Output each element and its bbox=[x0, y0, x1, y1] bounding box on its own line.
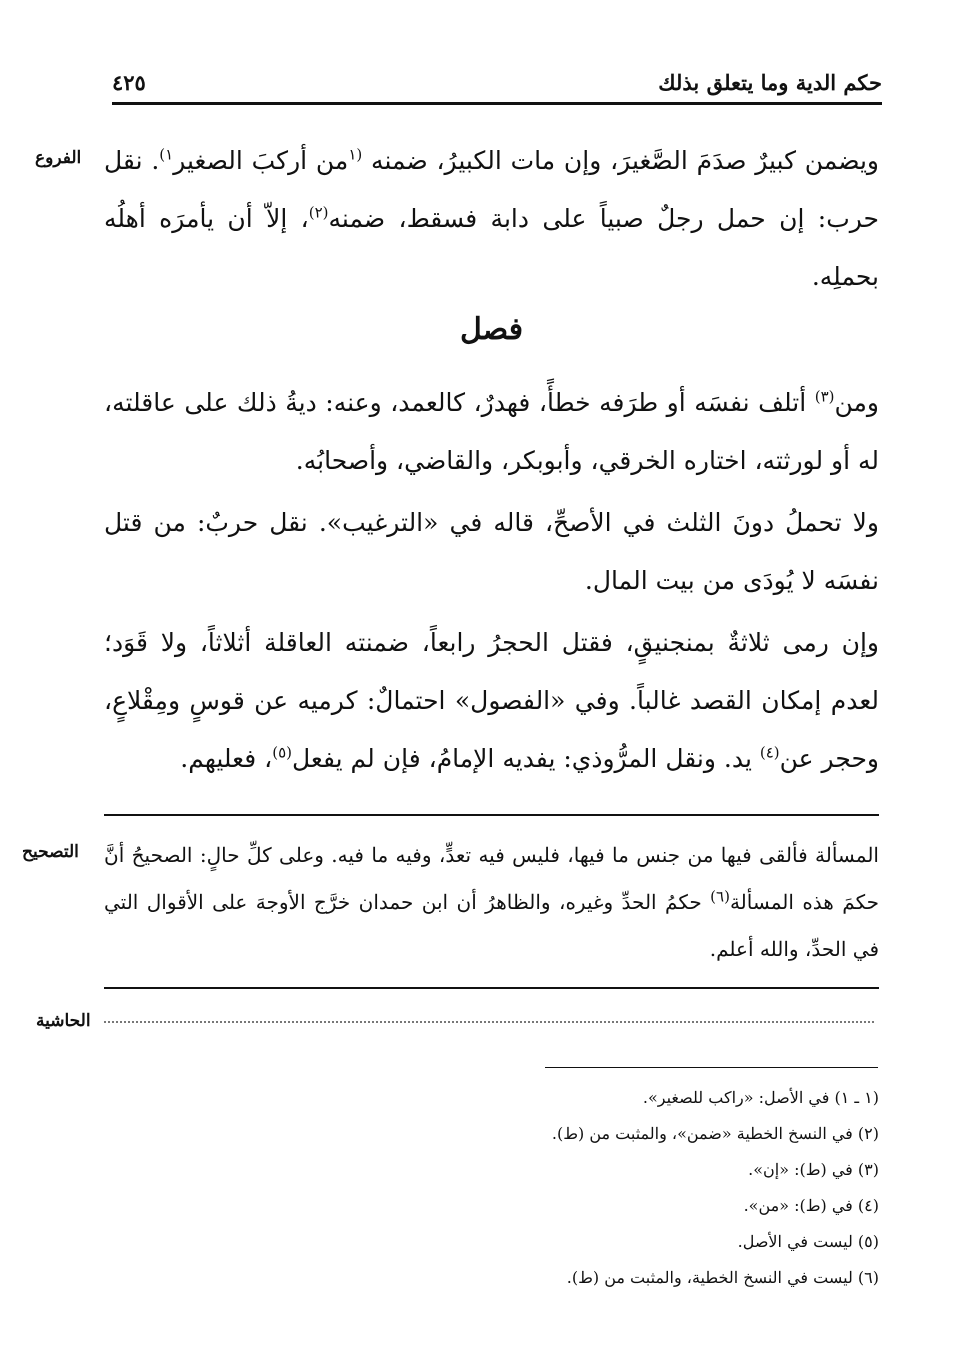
text-run: من أركبَ الصغير bbox=[173, 146, 349, 175]
footnote: (٦) ليست في النسخ الخطية، والمثبت من (ط). bbox=[566, 1268, 879, 1287]
side-label-hashiya: الحاشية bbox=[36, 1011, 91, 1031]
footnote-marker: (٦) bbox=[710, 887, 730, 906]
side-label-tashih: التصحيح bbox=[22, 842, 79, 862]
paragraph-1 bbox=[104, 132, 879, 306]
tashih-paragraph bbox=[104, 832, 879, 973]
footnote-marker: ١) bbox=[159, 145, 174, 164]
footnote-marker: (٥) bbox=[272, 743, 292, 762]
tashih-text bbox=[104, 832, 879, 973]
footnote-marker: (٣) bbox=[814, 387, 835, 406]
text-run: يد. ونقل المرُّوذي: يفديه الإمامُ، فإن لم يفعل bbox=[292, 744, 760, 773]
text-run: أتلف نفسَه أو طرَفه خطأً، فهدرٌ، كالعمد، وعنه: ديةُ ذلك على عاقلته، له أو لورثته، اختاره الخرقي، وأبوبكر، والقاضي، وأصحابُه. bbox=[104, 388, 879, 475]
footnote: (١ ـ ١) في الأصل: «راكب للصغير». bbox=[642, 1088, 879, 1107]
text-run: المسألة فألقى فيها من جنس ما فيها، فليس فيه تعدٍّ، وفيه ما فيه. وعلى كلِّ حالٍ: الصحيحُ أنَّ حكمَ هذه المسألة bbox=[104, 843, 879, 914]
text-run: ، فعليهم. bbox=[180, 744, 273, 773]
side-label-furu: الفروع bbox=[35, 148, 82, 168]
paragraph-2 bbox=[104, 374, 879, 490]
section-heading: فصل bbox=[459, 312, 524, 347]
footnote: (٥) ليست في الأصل. bbox=[737, 1232, 879, 1251]
text-run: ويضمن كبيرٌ صدَمَ الصَّغيرَ، وإن مات الكبيرُ، ضمنه bbox=[362, 146, 879, 175]
divider-line bbox=[104, 987, 879, 989]
footnote-marker: (٤) bbox=[759, 743, 780, 762]
footnote-separator bbox=[545, 1067, 878, 1068]
footnote: (٣) في (ط): «إن». bbox=[748, 1160, 879, 1179]
footnote-marker: (١ bbox=[348, 145, 363, 164]
text-run: وإن رمى ثلاثةٌ بمنجنيقٍ، فقتل الحجرُ رابعاً، ضمنته العاقلة أثلاثاً، ولا قَوَد؛ لعدم إمكان القصد غالباً. وفي «الفصول» احتمالٌ: كرميه عن قوسٍ ومِقْلاعٍ، وحجر عن bbox=[104, 628, 879, 773]
text-run: ، إلاّ أن يأمرَه أهلُه بحملِه. bbox=[104, 204, 879, 291]
running-title: حكم الدية وما يتعلق بذلك bbox=[658, 70, 882, 95]
text-run: حكمُ الحدِّ وغيره، والظاهرُ أن ابن حمدان خرَّج الأوجهَ على الأقوال التي في الحدِّ، والله أعلم. bbox=[104, 890, 879, 961]
text-run: . نقل حرب: إن حمل رجلٌ صبياً على دابة فسقط، ضمنه bbox=[104, 146, 879, 233]
text-run: ومن bbox=[834, 388, 879, 417]
paragraph-4 bbox=[104, 614, 879, 788]
footnote: (٢) في النسخ الخطية «ضمن»، والمثبت من (ط). bbox=[551, 1124, 879, 1143]
footnote: (٤) في (ط): «من». bbox=[743, 1196, 879, 1215]
hashiya-dotted-line bbox=[104, 1021, 874, 1023]
paragraph-3: ولا تحملُ دونَ الثلث في الأصحِّ، قاله في «الترغيب». نقل حربٌ: من قتل نفسَه لا يُودَى من بيت المال. bbox=[104, 508, 879, 595]
footnote-marker: (٢) bbox=[308, 203, 329, 222]
page-number: ٤٢٥ bbox=[112, 70, 146, 95]
page-header bbox=[112, 70, 882, 105]
main-text-bottom bbox=[104, 374, 879, 788]
main-text-top bbox=[104, 132, 879, 306]
divider-line bbox=[104, 814, 879, 816]
footnotes bbox=[104, 1080, 879, 1296]
